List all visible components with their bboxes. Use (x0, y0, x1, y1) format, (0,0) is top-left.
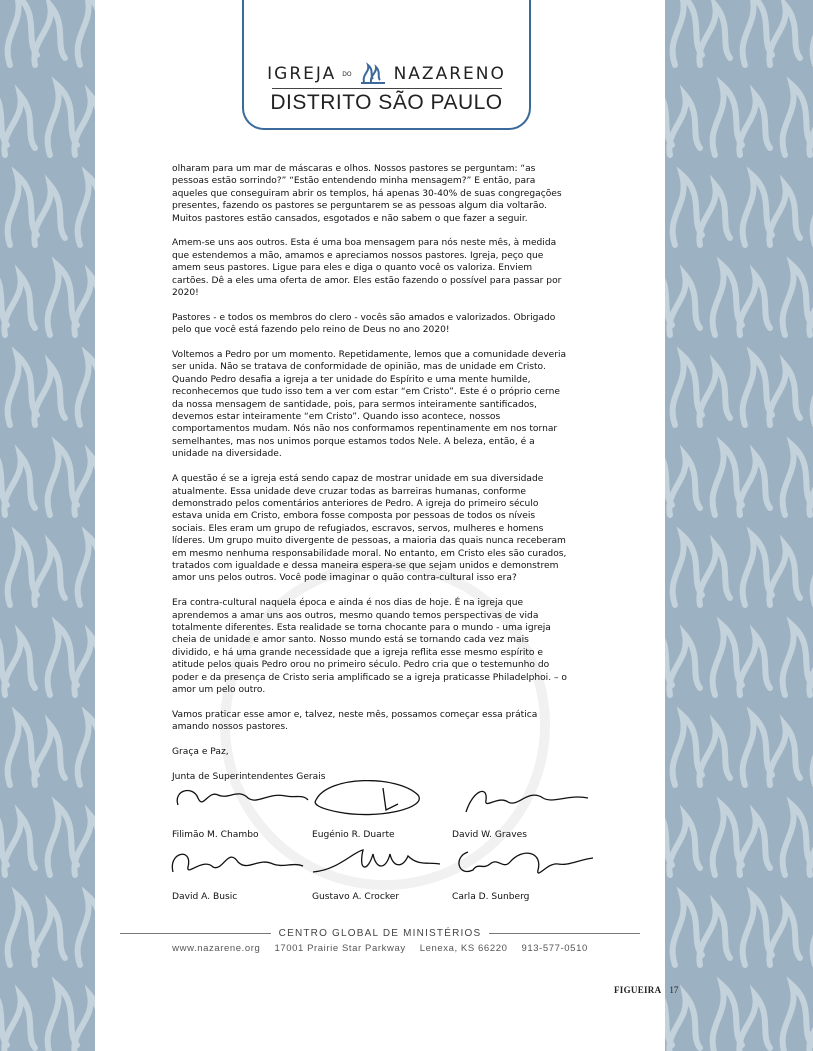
footer-organization: CENTRO GLOBAL DE MINISTÉRIOS (278, 927, 482, 939)
flame-pattern-icon (0, 700, 73, 792)
flame-pattern-icon (65, 700, 95, 792)
flame-pattern-icon (800, 0, 813, 72)
left-pattern-border (0, 0, 95, 1051)
flame-pattern-icon (0, 0, 73, 72)
paragraph: Amem-se uns aos outros. Esta é uma boa mensagem para nós neste mês, à medida que estendemos a mão, amamos e apreciamos nossos pastores. Igreja, peço que amem seus pastores. Ligue para eles e diga o quanto você os valoriza. Enviem cartões. Dê a eles uma oferta de amor. Eles estão fazendo o possível para passar por 2020! (172, 238, 562, 299)
footer-street: 17001 Prairie Star Parkway (274, 943, 406, 954)
paragraph: Era contra-cultural naquela época e ainda é nos dias de hoje. É na igreja que aprendemos a amar uns aos outros, mesmo quando temos perspectivas de vida totalmente diferentes. Esta realidade se torna chocante para o mundo - uma igreja cheia de unidade e amor santo. Nosso mundo está se tornando cada vez mais dividido, e há uma grande necessidade que a igreja reflita esse mesmo espírito e atitude pelos quais Pedro orou no primeiro século. Pedro cria que o testemunho do poder e da presença de Cristo seria amplificado se a igreja praticasse Philadelphoi. – o amor um pelo outro. (172, 598, 567, 695)
district-header (242, 0, 531, 130)
flame-pattern-icon (730, 160, 808, 252)
handwritten-signature (168, 842, 318, 882)
signatory-name: Filimão M. Chambo (172, 830, 259, 840)
flame-pattern-icon (770, 610, 813, 702)
signature-chambo (172, 800, 312, 840)
signature-row-2 (172, 862, 592, 902)
signature-crocker (312, 862, 452, 902)
flame-pattern-icon (0, 340, 73, 432)
flame-pattern-icon (0, 880, 73, 972)
divider (120, 933, 271, 934)
flame-pattern-icon (800, 520, 813, 612)
paragraph: A questão é se a igreja está sendo capaz de mostrar unidade em sua diversidade atualmente. Essa unidade deve cruzar todas as barreiras humanas, conforme demonstrado pelos comentários anteriores de Pedro. A igreja do primeiro século estava unida em Cristo, embora fosse composta por pessoas de todos os níveis sociais. Eles eram um grupo de refugiados, escravos, servos, mulheres e homens líderes. Um grupo muito divergente de pessoas, a maioria das quais nunca receberam em mesmo nenhuma responsabilidade moral. No entanto, em Cristo eles são curados, tratados com igualdade e dessa maneira espera-se que sejam unidos e demonstrem amor uns pelos outros. Você pode imaginar o quão contra-cultural isso era? (172, 474, 567, 584)
flame-pattern-icon (665, 880, 738, 972)
flame-pattern-icon (770, 430, 813, 522)
flame-pattern-icon (665, 160, 738, 252)
flame-pattern-icon (770, 70, 813, 162)
flame-pattern-icon (35, 70, 95, 162)
right-pattern-border (665, 0, 813, 1051)
flame-pattern-icon (65, 160, 95, 252)
signature-row-1 (172, 800, 592, 840)
flame-pattern-icon (665, 700, 738, 792)
flame-pattern-icon (700, 970, 778, 1051)
footer-website: www.nazarene.org (172, 943, 261, 954)
flame-pattern-icon (770, 790, 813, 882)
paragraph: Pastores - e todos os membros do clero - vocês são amados e valorizados. Obrigado pelo que você está fazendo pelo reino de Deus no ano 2020! (172, 312, 556, 336)
footer-title (120, 927, 640, 939)
flame-pattern-icon (770, 250, 813, 342)
paragraph: Voltemos a Pedro por um momento. Repetidamente, lemos que a comunidade deveria ser unida. Não se tratava de conformidade de opinião, mas de unidade em Cristo. Quando Pedro desafia a igreja a ter unidade do Espírito e uma mente humilde, reconhecemos que tudo isso tem a ver com estar “em Cristo”. Este é o próprio cerne da nossa mensagem de santidade, pois, para sermos inteiramente santificados, devemos estar inteiramente “em Cristo”. Quando isso acontece, nossos comportamentos mudam. Nós não nos conformamos repentinamente em nos tornar semelhantes, mas nos unimos porque estamos todos Nele. A beleza, então, é a unidade na diversidade. (172, 350, 567, 460)
footer-phone: 913-577-0510 (521, 943, 588, 954)
flame-pattern-icon (35, 430, 95, 522)
signatory-name: Eugénio R. Duarte (312, 830, 395, 840)
footer-city: Lenexa, KS 66220 (419, 943, 508, 954)
flame-pattern-icon (730, 340, 808, 432)
flame-pattern-icon (800, 700, 813, 792)
district-name: DISTRITO SÃO PAULO (270, 91, 503, 114)
handwritten-signature (308, 780, 458, 820)
flame-pattern-icon (730, 700, 808, 792)
logo-word-igreja: IGREJA (267, 64, 337, 84)
logo-word-nazareno: NAZARENO (393, 64, 506, 84)
flame-pattern-icon (700, 70, 778, 162)
flame-pattern-icon (665, 0, 738, 72)
signature-busic (172, 862, 312, 902)
signatory-name: Carla D. Sunberg (452, 892, 530, 902)
flame-pattern-icon (730, 880, 808, 972)
church-logo (244, 62, 529, 86)
handwritten-signature (448, 842, 598, 882)
flame-pattern-icon (65, 880, 95, 972)
footer-address (160, 943, 600, 954)
page-footer-mark (614, 985, 678, 995)
flame-pattern-icon (770, 970, 813, 1051)
flame-pattern-icon (35, 250, 95, 342)
publication-name: FIGUEIRA (614, 985, 662, 995)
flame-pattern-icon (700, 610, 778, 702)
divider (489, 933, 640, 934)
signatory-name: David W. Graves (452, 830, 527, 840)
flame-pattern-icon (35, 970, 95, 1051)
flame-pattern-icon (700, 430, 778, 522)
flame-icon (358, 62, 388, 86)
signature-sunberg (452, 862, 592, 902)
flame-pattern-icon (665, 340, 738, 432)
letter-body (172, 163, 570, 796)
handwritten-signature (168, 780, 318, 820)
flame-pattern-icon (0, 160, 73, 252)
flame-pattern-icon (0, 520, 73, 612)
signatory-name: David A. Busic (172, 892, 238, 902)
paragraph: olharam para um mar de máscaras e olhos. Nossos pastores se perguntam: “as pessoas estão sorrindo?” “Estão entendendo minha mensagem?” E então, para aqueles que conseguiram abrir os templos, há apenas 30-40% de suas congregações presentes, fazendo os pastores se perguntarem se as pessoas algum dia voltarão. Muitos pastores estão cansados, esgotados e não sabem o que fazer a seguir. (172, 164, 562, 224)
handwritten-signature (448, 780, 598, 820)
paragraph: Vamos praticar esse amor e, talvez, neste mês, possamos começar essa prática amando nossos pastores. (172, 709, 538, 733)
signature-graves (452, 800, 592, 840)
closing-greeting: Graça e Paz, (172, 746, 229, 757)
flame-pattern-icon (65, 520, 95, 612)
flame-pattern-icon (65, 340, 95, 432)
page-number: 17 (669, 985, 679, 995)
signing-body: Junta de Superintendentes Gerais (172, 771, 326, 782)
flame-pattern-icon (35, 790, 95, 882)
flame-pattern-icon (730, 0, 808, 72)
flame-pattern-icon (730, 520, 808, 612)
handwritten-signature (308, 842, 458, 882)
flame-pattern-icon (800, 340, 813, 432)
flame-pattern-icon (700, 790, 778, 882)
flame-pattern-icon (700, 250, 778, 342)
flame-pattern-icon (800, 160, 813, 252)
flame-pattern-icon (65, 0, 95, 72)
header-divider (272, 88, 502, 89)
flame-pattern-icon (800, 880, 813, 972)
logo-word-do: DO (342, 70, 352, 78)
flame-pattern-icon (35, 610, 95, 702)
flame-pattern-icon (665, 520, 738, 612)
signature-duarte (312, 800, 452, 840)
signatory-name: Gustavo A. Crocker (312, 892, 400, 902)
